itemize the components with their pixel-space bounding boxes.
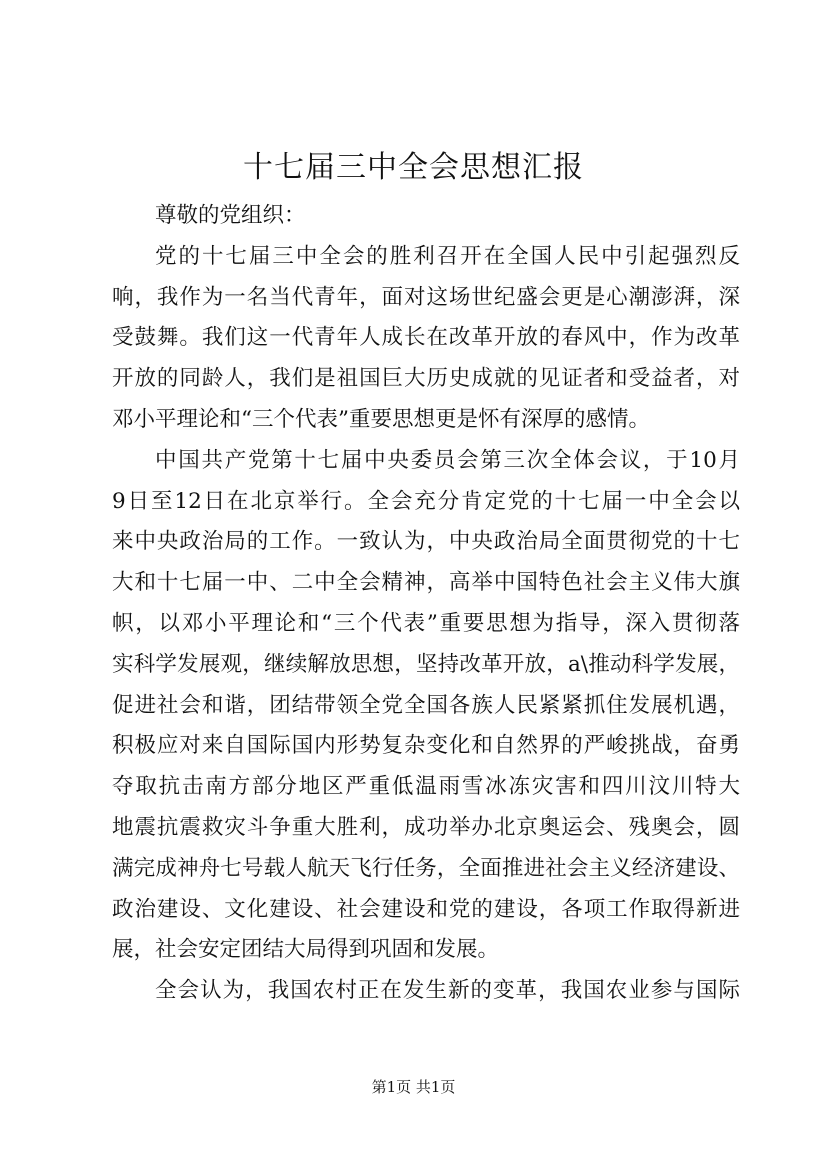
text-line: 开放的同龄人，我们是祖国巨大历史成就的见证者和受益者，对 <box>112 366 740 392</box>
text-line: 大和十七届一中、二中全会精神，高举中国特色社会主义伟大旗 <box>112 570 740 596</box>
text-line: 中国共产党第十七届中央委员会第三次全体会议，于10月 <box>155 447 740 473</box>
text-line: 邓小平理论和“三个代表”重要思想更是怀有深厚的感情。 <box>112 406 650 432</box>
text-line: 9日至12日在北京举行。全会充分肯定党的十七届一中全会以 <box>112 488 740 514</box>
text-line: 党的十七届三中全会的胜利召开在全国人民中引起强烈反 <box>155 243 740 269</box>
text-line: 实科学发展观，继续解放思想，坚持改革开放，a\推动科学发展， <box>112 651 740 677</box>
document-body <box>112 196 740 1012</box>
text-line: 促进社会和谐，团结带领全党全国各族人民紧紧抓住发展机遇， <box>112 692 740 718</box>
text-line: 地震抗震救灾斗争重大胜利，成功举办北京奥运会、残奥会，圆 <box>112 814 740 840</box>
text-line: 政治建设、文化建设、社会建设和党的建设，各项工作取得新进 <box>112 896 740 922</box>
text-line: 响，我作为一名当代青年，面对这场世纪盛会更是心潮澎湃，深 <box>112 284 740 310</box>
text-line: 积极应对来自国际国内形势复杂变化和自然界的严峻挑战，奋勇 <box>112 733 740 759</box>
text-line: 夺取抗击南方部分地区严重低温雨雪冰冻灾害和四川汶川特大 <box>112 774 740 800</box>
text-line: 尊敬的党组织： <box>155 203 306 228</box>
text-line: 全会认为，我国农村正在发生新的变革，我国农业参与国际 <box>155 978 740 1004</box>
document-title: 十七届三中全会思想汇报 <box>243 150 584 185</box>
text-line: 来中央政治局的工作。一致认为，中央政治局全面贯彻党的十七 <box>112 529 740 555</box>
text-line: 展，社会安定团结大局得到巩固和发展。 <box>112 937 500 963</box>
page-footer: 第1页 共1页 <box>371 1078 456 1096</box>
text-line: 受鼓舞。我们这一代青年人成长在改革开放的春风中，作为改革 <box>112 325 740 351</box>
text-line: 帜，以邓小平理论和“三个代表”重要思想为指导，深入贯彻落 <box>112 610 740 636</box>
text-line: 满完成神舟七号载人航天飞行任务，全面推进社会主义经济建设、 <box>112 855 740 881</box>
